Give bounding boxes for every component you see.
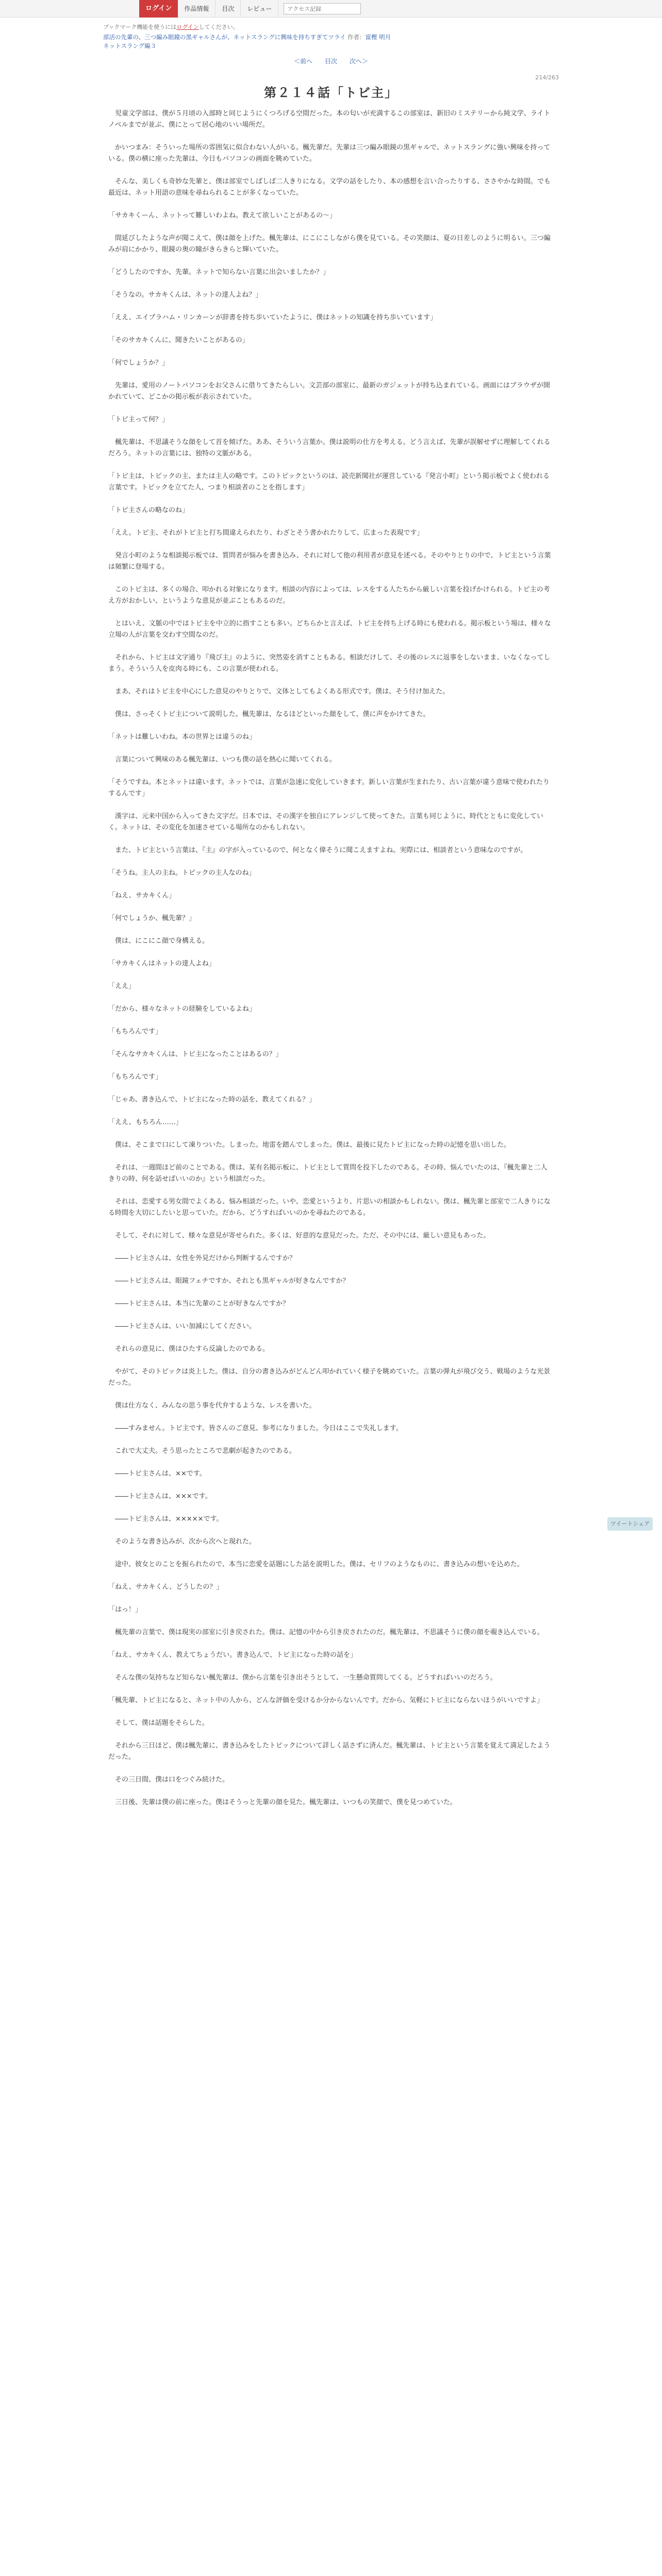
body-paragraph: 途中、彼女とのことを振られたので、本当に恋愛を話題にした話を説明した。僕は、セリフのようなものに、書き込みの想いを込めた。 — [108, 1561, 524, 1568]
body-paragraph: 「そうなの。サカキくんは、ネットの達人よね？」 — [108, 291, 262, 299]
body-paragraph: ――トビ主さんは、×××××です。 — [108, 1515, 223, 1523]
body-paragraph: 僕は、にこにこ顔で身構える。 — [108, 937, 209, 945]
body-paragraph: 楓先輩は、不思議そうな顔をして首を傾げた。ああ、そういう言葉か。僕は説明の仕方を考える。どう言えば、先輩が誤解せずに理解してくれるだろう。ネットの言葉には、独特の文脈がある。 — [108, 438, 551, 457]
notice-pre: ブックマーク機能を使うには — [103, 24, 177, 30]
body-paragraph: 「トビ主って何？」 — [108, 416, 169, 423]
nav-work-info[interactable]: 作品情報 — [178, 0, 216, 18]
body-paragraph: それらの意見に、僕はひたすら反論したのである。 — [108, 1345, 270, 1353]
body-paragraph: 「サカキくんはネットの達人よね」 — [108, 960, 216, 968]
body-paragraph: 発言小町のような相談掲示板では、質問者が悩みを書き込み、それに対して他の利用者が意見を述べる。そのやりとりの中で、トピ主という言葉は頻繁に登場する。 — [108, 552, 551, 571]
body-paragraph: 「ええ。トピ主、それがトビ主と打ち間違えられたり、わざとそう書かれたりして、広まった表現です」 — [108, 529, 424, 537]
body-paragraph: それは、一週間ほど前のことである。僕は、某有名掲示板に、トビ主として質問を投下したのである。その時、悩んでいたのは、『楓先輩と二人きりの時、何を話せばいいのか』という相談だった。 — [108, 1164, 548, 1183]
body-paragraph: 僕は仕方なく、みんなの思う事を代弁するような、レスを書いた。 — [108, 1402, 316, 1410]
login-button[interactable]: ログイン — [139, 0, 178, 18]
body-paragraph: 「もちろんです」 — [108, 1073, 162, 1081]
body-paragraph: ――トビ主さんは、いい加減にしてください。 — [108, 1323, 256, 1330]
body-paragraph: 「はっ！」 — [108, 1606, 142, 1614]
bookmark-notice — [103, 23, 239, 31]
body-paragraph: このトビ主は、多くの場合、叩かれる対象になります。相談の内容によっては、レスをする人たちから厳しい言葉を投げかけられる。トピ主の考え方がおかしい、というような意見が並ぶこともあるのだ。 — [108, 586, 550, 605]
body-paragraph: そして、それに対して、様々な意見が寄せられた。多くは、好意的な意見だった。ただ、その中には、厳しい意見もあった。 — [108, 1232, 490, 1240]
body-paragraph: ――トビ主さんは、本当に先輩のことが好きなんですか？ — [108, 1300, 290, 1308]
body-paragraph: とはいえ、文脈の中ではトピ主を中立的に指すことも多い。どちらかと言えば、トピ主を持ち上げる時にも使われる。掲示板という場は、様々な立場の人が言葉を交わす空間なのだ。 — [108, 620, 551, 639]
body-paragraph: 「ネットは難しいわね。本の世界とは違うのね」 — [108, 733, 256, 741]
body-paragraph: 先輩は、愛用のノートパソコンをお父さんに借りてきたらしい。文芸部の部室に、最新のガジェットが持ち込まれている。画面にはブラウザが開かれていて、どこかの掲示板が表示されていた。 — [108, 382, 550, 401]
body-paragraph: 「何でしょうか、楓先輩？」 — [108, 914, 196, 922]
pager-top — [0, 57, 662, 65]
body-paragraph: これで大丈夫。そう思ったところで悲劇が起きたのである。 — [108, 1447, 296, 1455]
body-paragraph: ――トビ主さんは、××です。 — [108, 1470, 206, 1478]
body-paragraph: 「ねえ、サカキくん、どうしたの？」 — [108, 1583, 223, 1591]
body-paragraph: ――トビ主さんは、×××です。 — [108, 1493, 212, 1500]
body-paragraph: ――トビ主さんは、女性を外見だけから判断するんですか？ — [108, 1255, 296, 1262]
nav-toc[interactable]: 目次 — [216, 0, 241, 18]
tweet-share-button[interactable]: ツイートシェア — [607, 1517, 653, 1531]
body-paragraph: 楓先輩の言葉で、僕は現実の部室に引き戻された。僕は、記憶の中から引き戻されたのだ。楓先輩は、不思議そうに僕の顔を覗き込んでいる。 — [108, 1629, 544, 1636]
body-paragraph: 「サカキくーん、ネットって難しいわよね。教えて欲しいことがあるの〜」 — [108, 212, 337, 219]
body-paragraph: 「ええ、エイプラハム・リンカーンが辞書を持ち歩いていたように、僕はネットの知識を持ち歩いています」 — [108, 314, 437, 321]
body-paragraph: 「もちろんです」 — [108, 1028, 162, 1036]
novel-body — [108, 108, 554, 1820]
notice-login-link[interactable]: ログイン — [176, 24, 199, 30]
body-paragraph: そんな僕の気持ちなど知らない楓先輩は、僕から言葉を引き出そうとして、一生懸命質問してくる。どうすればいいのだろう。 — [108, 1674, 497, 1682]
body-paragraph: 僕は、さっそくトビ主について説明した。楓先輩は、なるほどといった顔をして、僕に声をかけてきた。 — [108, 710, 430, 718]
author-label: 作者： — [347, 33, 366, 41]
body-paragraph: そのような書き込みが、次から次へと現れた。 — [108, 1538, 256, 1546]
body-paragraph: 「そんなサカキくんは、トビ主になったことはあるの？」 — [108, 1050, 283, 1058]
search-input[interactable] — [284, 3, 361, 14]
body-paragraph: 「じゃあ、書き込んで、トビ主になった時の話を、教えてくれる？」 — [108, 1096, 316, 1104]
top-bar — [0, 0, 662, 18]
nav-review[interactable]: レビュー — [241, 0, 278, 18]
body-paragraph: 児童文学部は、僕が５月頃の入部時と同じようにくつろげる空間だった。本の匂いが充満するこの部室は、新旧のミステリーから純文学、ライトノベルまでが並ぶ、僕にとって居心地のいい場所だ。 — [108, 110, 551, 129]
body-paragraph: ――トビ主さんは、眼鏡フェチですか、それとも黒ギャルが好きなんですか？ — [108, 1277, 350, 1285]
top-bar-inner — [139, 0, 361, 18]
body-paragraph: また、トビ主という言葉は、『主』の字が入っているので、何となく偉そうに聞こえますよね。実際には、相談者という意味なのですが。 — [108, 846, 527, 854]
body-paragraph: 「ねえ、サカキくん」 — [108, 892, 176, 900]
body-paragraph: 三日後、先輩は僕の前に座った。僕はそうっと先輩の顔を見た。楓先輩は、いつもの笑顔で、僕を見つめていた。 — [108, 1799, 457, 1806]
body-paragraph: そして、僕は話題をそらした。 — [108, 1719, 209, 1727]
work-title[interactable] — [103, 33, 559, 50]
work-title-suffix[interactable]: ネットスラング編３ — [103, 42, 157, 49]
body-paragraph: 「トピ主さんの略なのね」 — [108, 506, 189, 514]
body-paragraph: 「ねえ、サカキくん、教えてちょうだい。書き込んで、トビ主になった時の話を」 — [108, 1651, 357, 1659]
body-paragraph: 「ええ」 — [108, 982, 136, 990]
body-paragraph: まあ、それはトピ主を中心にした意見のやりとりで、文体としてもよくある形式です。僕は、そう付け加えた。 — [108, 688, 450, 696]
body-paragraph: やがて、そのトピックは炎上した。僕は、自分の書き込みがどんどん叩かれていく様子を眺めていた。言葉の弾丸が飛び交う、戦場のような光景だった。 — [108, 1368, 551, 1387]
body-paragraph: 「そのサカキくんに、聞きたいことがあるの」 — [108, 336, 249, 344]
body-paragraph: 「だから、様々なネットの経験をしているよね」 — [108, 1005, 256, 1013]
pager-prev[interactable]: ＜前へ — [294, 58, 313, 65]
body-paragraph: ――すみません。トビ主です。皆さんのご意見、参考になりました。今日はここで失礼します。 — [108, 1425, 403, 1432]
body-paragraph: 間延びしたような声が聞こえて、僕は顔を上げた。楓先輩は、にこにこしながら僕を見ている。その笑顔は、夏の日差しのように明るい。三つ編みが肩にかかり、眼鏡の奥の瞳がきらきらと輝いていた。 — [108, 234, 551, 253]
body-paragraph: 「トビ主は、トピックの主、または主人の略です。このトピックというのは、読売新聞社が運営している『発言小町』という掲示板でよく使われる言葉です。トピックを立てた人、つまり相談者のことを指します」 — [108, 472, 550, 492]
pager-toc[interactable]: 目次 — [324, 58, 337, 65]
page-count: 214/263 — [535, 74, 559, 81]
body-paragraph: そんな、美しくも奇妙な先輩と、僕は部室でしばしば二人きりになる。文学の話をしたり、本の感想を言い合ったりする、ささやかな時間。でも最近は、ネット用語の意味を尋ねられることが多くなっていた。 — [108, 178, 551, 197]
body-paragraph: 「ええ、もちろん……」 — [108, 1118, 183, 1126]
body-paragraph: 漢字は、元来中国から入ってきた文字だ。日本では、その漢字を独自にアレンジして使ってきた。言葉も同じように、時代とともに変化していく。ネットは、その変化を加速させている場所なのかもしれない。 — [108, 812, 543, 832]
pager-next[interactable]: 次へ＞ — [349, 58, 368, 65]
body-paragraph: 僕は、そこまで口にして凍りついた。しまった。地雷を踏んでしまった。僕は、最後に見たトピ主になった時の記憶を思い出した。 — [108, 1141, 511, 1149]
body-paragraph: 「楓先輩、トビ主になると、ネット中の人から、どんな評価を受けるか分からないんです。だから、気軽にトビ主にならないほうがいいですよ」 — [108, 1697, 543, 1704]
body-paragraph: かいつまみ：そういった場所の雰囲気に似合わない人がいる。楓先輩だ。先輩は三つ編み眼鏡の黒ギャルで、ネットスラングに強い興味を持っている。僕の横に座った先輩は、今日もパソコンの画面を眺めていた。 — [108, 144, 551, 163]
notice-post: してください。 — [198, 24, 239, 30]
body-paragraph: 「どうしたのですか、先輩。ネットで知らない言葉に出会いましたか？」 — [108, 268, 330, 276]
author-name[interactable]: 富樫 明月 — [365, 33, 391, 41]
body-paragraph: 「そうですね。本とネットは違います。ネットでは、言葉が急速に変化していきます。新しい言葉が生まれたり、古い言葉が違う意味で使われたりするんです」 — [108, 778, 550, 798]
body-paragraph: それは、恋愛する男女間でよくある、悩み相談だった。いや、恋愛というより、片思いの相談かもしれない。僕は、楓先輩と部室で二人きりになる時間を大切にしたいと思っていた。だから、どうすればいいのかを尋ねたのである。 — [108, 1198, 551, 1217]
body-paragraph: その三日間、僕は口をつぐみ続けた。 — [108, 1776, 229, 1784]
chapter-title: 第２１４話「トビ主」 — [264, 86, 398, 100]
body-paragraph: 「そうね。主人の主ね。トピックの主人なのね」 — [108, 869, 256, 877]
body-paragraph: 言葉について興味のある楓先輩は、いつも僕の話を熱心に聞いてくれる。 — [108, 756, 336, 764]
work-title-text[interactable]: 部活の先輩の、三つ編み眼鏡の黒ギャルさんが、ネットスラングに興味を持ちすぎてツライ — [103, 33, 346, 41]
body-paragraph: 「何でしょうか？」 — [108, 359, 169, 367]
body-paragraph: それから三日ほど、僕は楓先輩に、書き込みをしたトピックについて詳しく話さずに済んだ。楓先輩は、トビ主という言葉を覚えて満足したようだった。 — [108, 1742, 551, 1761]
body-paragraph: それから、トビ主は文字通り『飛び主』のように、突然姿を消すこともある。相談だけして、その後のレスに返事をしないまま、いなくなってしまう。そういう人を皮肉る時にも、この言葉が使われる。 — [108, 654, 551, 673]
